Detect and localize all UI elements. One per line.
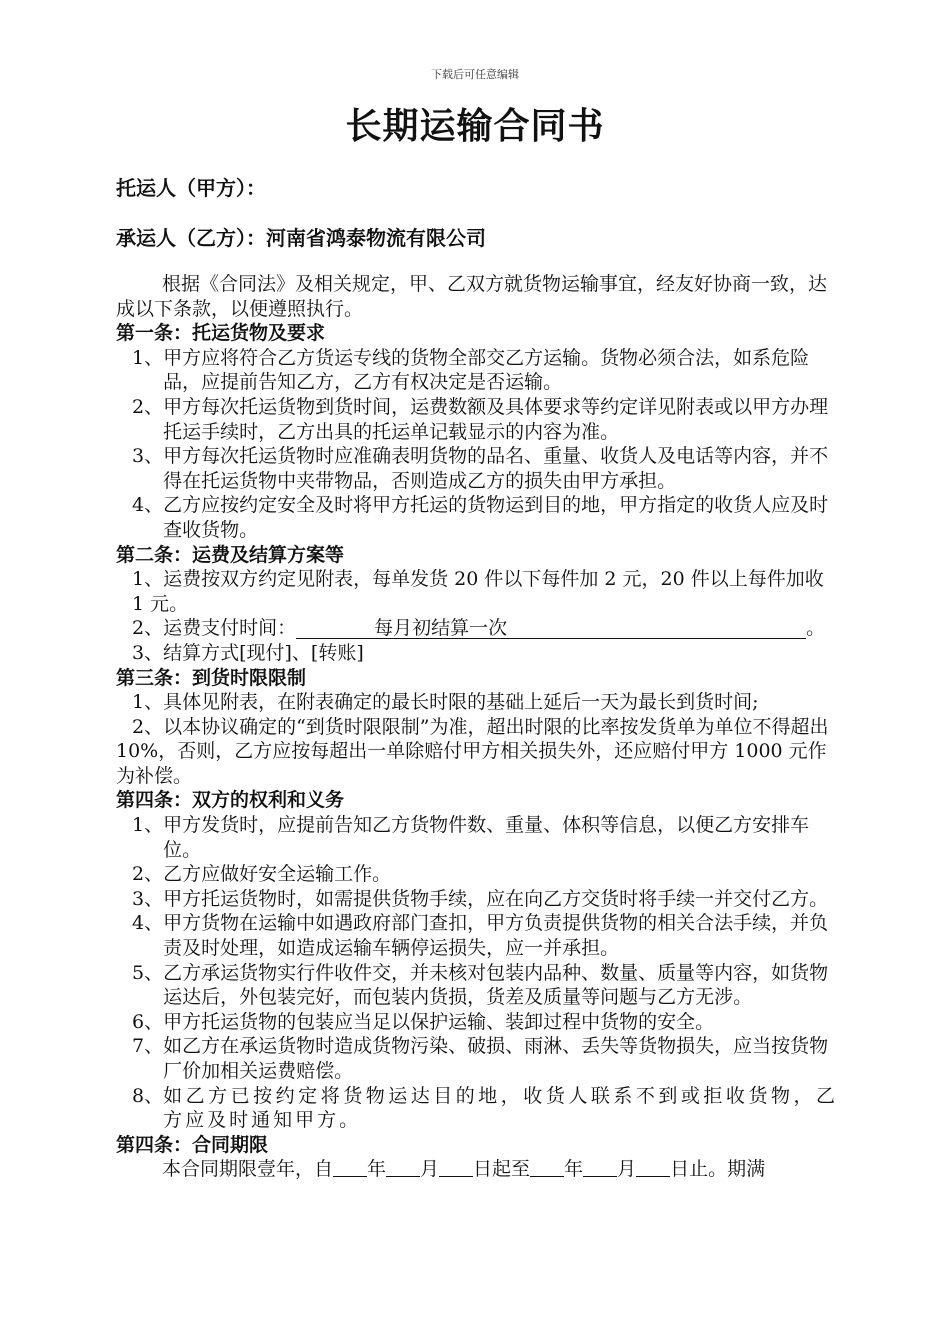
list-item — [132, 961, 838, 1010]
header-note: 下载后可任意编辑 — [431, 68, 519, 81]
section-1-heading: 第一条：托运货物及要求 — [116, 322, 326, 345]
list-item — [132, 862, 838, 887]
list-item — [132, 911, 838, 960]
end-year-blank — [530, 1158, 564, 1177]
payment-time-end: 。 — [806, 617, 826, 640]
end-month-blank — [583, 1158, 617, 1177]
term-text-7: 日止。期满 — [670, 1158, 766, 1181]
contract-body — [116, 272, 838, 1182]
party-a-line: 托运人（甲方）： — [116, 176, 266, 200]
list-item — [132, 395, 838, 444]
list-item — [132, 813, 838, 862]
term-text-4: 日起至 — [473, 1158, 531, 1181]
list-item — [132, 1034, 838, 1083]
item-text: 甲方托运货物的包装应当足以保护运输、装卸过程中货物的安全。 — [163, 1010, 715, 1033]
list-item — [132, 887, 838, 912]
start-day-blank — [439, 1158, 473, 1177]
term-text-6: 月 — [617, 1158, 637, 1181]
list-item — [132, 346, 838, 395]
item-number: 5、 — [132, 961, 164, 984]
section-1-list — [116, 346, 838, 543]
term-text-5: 年 — [564, 1158, 584, 1181]
item-text: 如乙方已按约定将货物运达目的地，收货人联系不到或拒收货物，乙方应及时通知甲方。 — [163, 1084, 838, 1132]
item-text: 甲方发货时，应提前告知乙方货物件数、重量、体积等信息，以便乙方安排车位。 — [163, 814, 810, 861]
payment-time-value: 每月初结算一次 — [374, 617, 508, 640]
section-2-heading: 第二条：运费及结算方案等 — [116, 543, 345, 566]
item-text: 乙方应做好安全运输工作。 — [163, 863, 392, 886]
item-text: 甲方每次托运货物到货时间，运费数额及具体要求等约定详见附表或以甲方办理托运手续时，乙方出具的托运单记载显示的内容为准。 — [163, 395, 829, 443]
section-4-heading: 第四条：双方的权利和义务 — [116, 789, 345, 812]
item-number: 2、 — [132, 863, 164, 886]
list-item — [132, 493, 838, 542]
item-number: 3、 — [132, 445, 164, 468]
item-text: 甲方托运货物时，如需提供货物手续，应在向乙方交货时将手续一并交付乙方。 — [163, 887, 829, 910]
section-4-list — [116, 813, 838, 1133]
item-text: 甲方应将符合乙方货运专线的货物全部交乙方运输。货物必须合法，如系危险品，应提前告知乙方，乙方有权决定是否运输。 — [163, 346, 810, 394]
item-text: 乙方承运货物实行件收件交，并未核对包装内品种、数量、质量等内容，如货物运达后，外包装完好，而包装内货损，货差及质量等问题与乙方无涉。 — [163, 961, 829, 1009]
list-item — [132, 444, 838, 493]
payment-time-label: 2、运费支付时间： — [132, 617, 297, 640]
list-item — [132, 1084, 838, 1133]
item-text: 甲方货物在运输中如遇政府部门查扣，甲方负责提供货物的相关合法手续，并负责及时处理，如造成运输车辆停运损失，应一并承担。 — [163, 912, 829, 960]
term-text-2: 年 — [367, 1158, 387, 1181]
item-number: 3、 — [132, 887, 164, 910]
item-text: 如乙方在承运货物时造成货物污染、破损、雨淋、丢失等货物损失，应当按货物厂价加相关运费赔偿。 — [163, 1035, 829, 1082]
section-2-item-2 — [116, 616, 838, 641]
item-text: 甲方每次托运货物时应准确表明货物的品名、重量、收货人及电话等内容，并不得在托运货物中夹带物品，否则造成乙方的损失由甲方承担。 — [163, 445, 829, 492]
item-number: 4、 — [132, 912, 164, 935]
term-text-3: 月 — [420, 1158, 440, 1181]
section-5-heading: 第四条：合同期限 — [116, 1133, 269, 1156]
item-number: 2、 — [132, 395, 164, 418]
term-text-1: 本合同期限壹年，自 — [162, 1158, 334, 1181]
section-3-item-1: 1、具体见附表，在附表确定的最长时限的基础上延后一天为最长到货时间; — [132, 691, 759, 714]
section-2-item-3: 3、结算方式[现付]、[转账] — [132, 641, 364, 664]
item-text: 乙方应按约定安全及时将甲方托运的货物运到目的地，甲方指定的收货人应及时查收货物。 — [163, 494, 829, 541]
item-number: 6、 — [132, 1010, 164, 1033]
section-3-item-2: 2、以本协议确定的“到货时限限制”为准，超出时限的比率按发货单为单位不得超出 10%，否则，乙方应按每超出一单除赔付甲方相关损失外，还应赔付甲方 1000 元作为补偿。 — [116, 715, 829, 787]
document-title: 长期运输合同书 — [345, 105, 605, 147]
party-b-line: 承运人（乙方）：河南省鸿泰物流有限公司 — [116, 226, 486, 250]
start-year-blank — [333, 1158, 367, 1177]
term-line — [116, 1157, 838, 1182]
intro-paragraph: 根据《合同法》及相关规定，甲、乙双方就货物运输事宜，经友好协商一致，达成以下条款，以便遵照执行。 — [116, 273, 828, 320]
item-number: 8、 — [132, 1084, 164, 1107]
list-item — [132, 1010, 838, 1035]
item-number: 4、 — [132, 494, 164, 517]
payment-time-field — [296, 618, 806, 639]
item-number: 1、 — [132, 346, 164, 369]
section-3-heading: 第三条：到货时限限制 — [116, 666, 307, 689]
item-number: 1、 — [132, 814, 164, 837]
item-number: 7、 — [132, 1035, 164, 1058]
section-2-item-1: 1、运费按双方约定见附表，每单发货 20 件以下每件加 2 元，20 件以上每件加收 1 元。 — [132, 568, 824, 615]
start-month-blank — [386, 1158, 420, 1177]
end-day-blank — [636, 1158, 670, 1177]
